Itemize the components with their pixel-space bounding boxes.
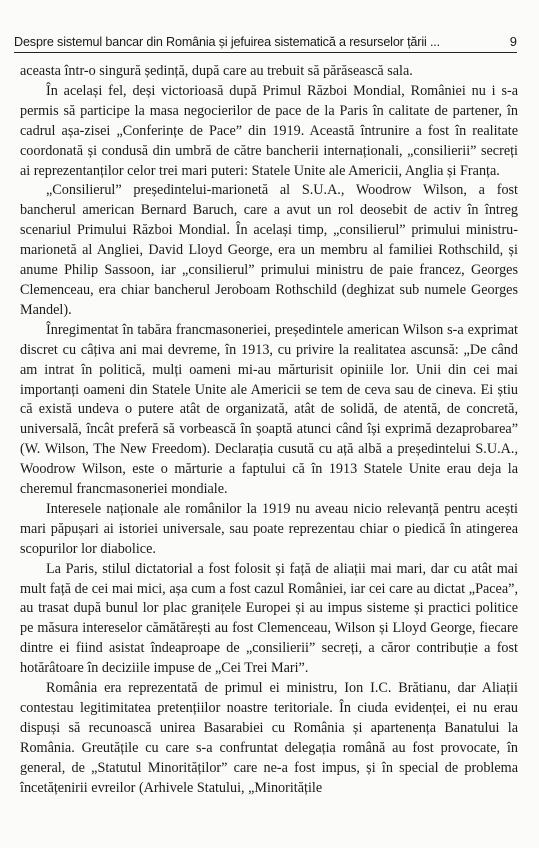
paragraph-5: Interesele naționale ale românilor la 1919 nu aveau nicio relevanță pentru acești mari păpușari ai istoriei universale, sau poate reprezentau chiar o piedică în atingerea scopurilor lor diabolice. (20, 500, 518, 557)
paragraph-4: Înregimentat în tabăra francmasoneriei, președintele american Wilson s-a exprimat discret cu câțiva ani mai devreme, în 1913, cu privire la realitatea ascunsă: „De când am intrat în politică, mulți oameni mi-au mărturisit opiniile lor. Unii din cei mai importanți oameni din Statele Unite ale Americii se tem de ceva sau de cineva. Ei știu că există undeva o putere atât de organizată, atât de solidă, de atentă, de concretă, universală, încât preferă să vorbească în șoaptă atunci când își exprimă dezaprobarea” (W. Wilson, The New Freedom). Declarația cusută cu ață albă a președintelui S.U.A., Woodrow Wilson, este o mărturie a faptului că în 1913 Statele Unite erau deja la cheremul francmasoneriei mondiale. (20, 321, 518, 498)
body-text (20, 62, 518, 799)
page-number: 9 (509, 34, 517, 49)
paragraph-1: aceasta într-o singură ședință, după care au trebuit să părăsească sala. (20, 63, 413, 79)
paragraph-7: România era reprezentată de primul ei ministru, Ion I.C. Brătianu, dar Aliații contestau legitimitatea pretențiilor noastre teritoriale. În ciuda evidenței, ei nu erau dispuși să recunoască unirea Basarabiei cu România și apartenența Banatului la România. Greutățile cu care s-a confruntat delegația română au fost provocate, în general, de „Statutul Minorităților” care ne-a fost impus, și în special de problema încetățenirii evreilor (Arhivele Statului, „Minoritățile (20, 680, 518, 796)
header-title: Despre sistemul bancar din România și jefuirea sistematică a resurselor țării ... (14, 35, 441, 49)
running-header (14, 34, 517, 53)
paragraph-6: La Paris, stilul dictatorial a fost folosit și față de aliații mai mari, dar cu atât mai mult față de cei mai mici, așa cum a fost cazul României, iar cei care au dictat „Pacea”, au trasat după bunul lor plac granițele Europei și au impus sisteme și practici politice pe măsura intereselor cămătărești au fost Clemenceau, Wilson și Lloyd George, fiecare dintre ei fiind asistat îndeaproape de „consilierii” secreți, a căror contribuție a fost hotărâtoare în deciziile impuse de „Cei Trei Mari”. (20, 560, 518, 677)
paragraph-3: „Consilierul” președintelui-marionetă al S.U.A., Woodrow Wilson, a fost bancherul american Bernard Baruch, care a avut un rol deosebit de activ în întreg scenariul Primului Război Mondial. În același timp, „consilierul” primului ministru-marionetă al Angliei, David Lloyd George, era un membru al familiei Rothschild, și anume Philip Sassoon, iar „consilierul” primului ministru de paie francez, Georges Clemenceau, era chiar bancherul Jeroboam Rothschild (deghizat sub numele Georges Mandel). (20, 182, 518, 318)
paragraph-2: În același fel, deși victorioasă după Primul Război Mondial, României nu i s-a permis să participe la masa negocierilor de pace de la Paris în calitate de partener, în cadrul așa-zisei „Conferințe de Pace” din 1919. Această întrunire a fost în realitate coordonată și condusă din umbră de către bancherii internaționali, „consilierii” secreți ai reprezentanților celor trei mari puteri: Statele Unite ale Americii, Anglia și Franța. (20, 82, 518, 179)
